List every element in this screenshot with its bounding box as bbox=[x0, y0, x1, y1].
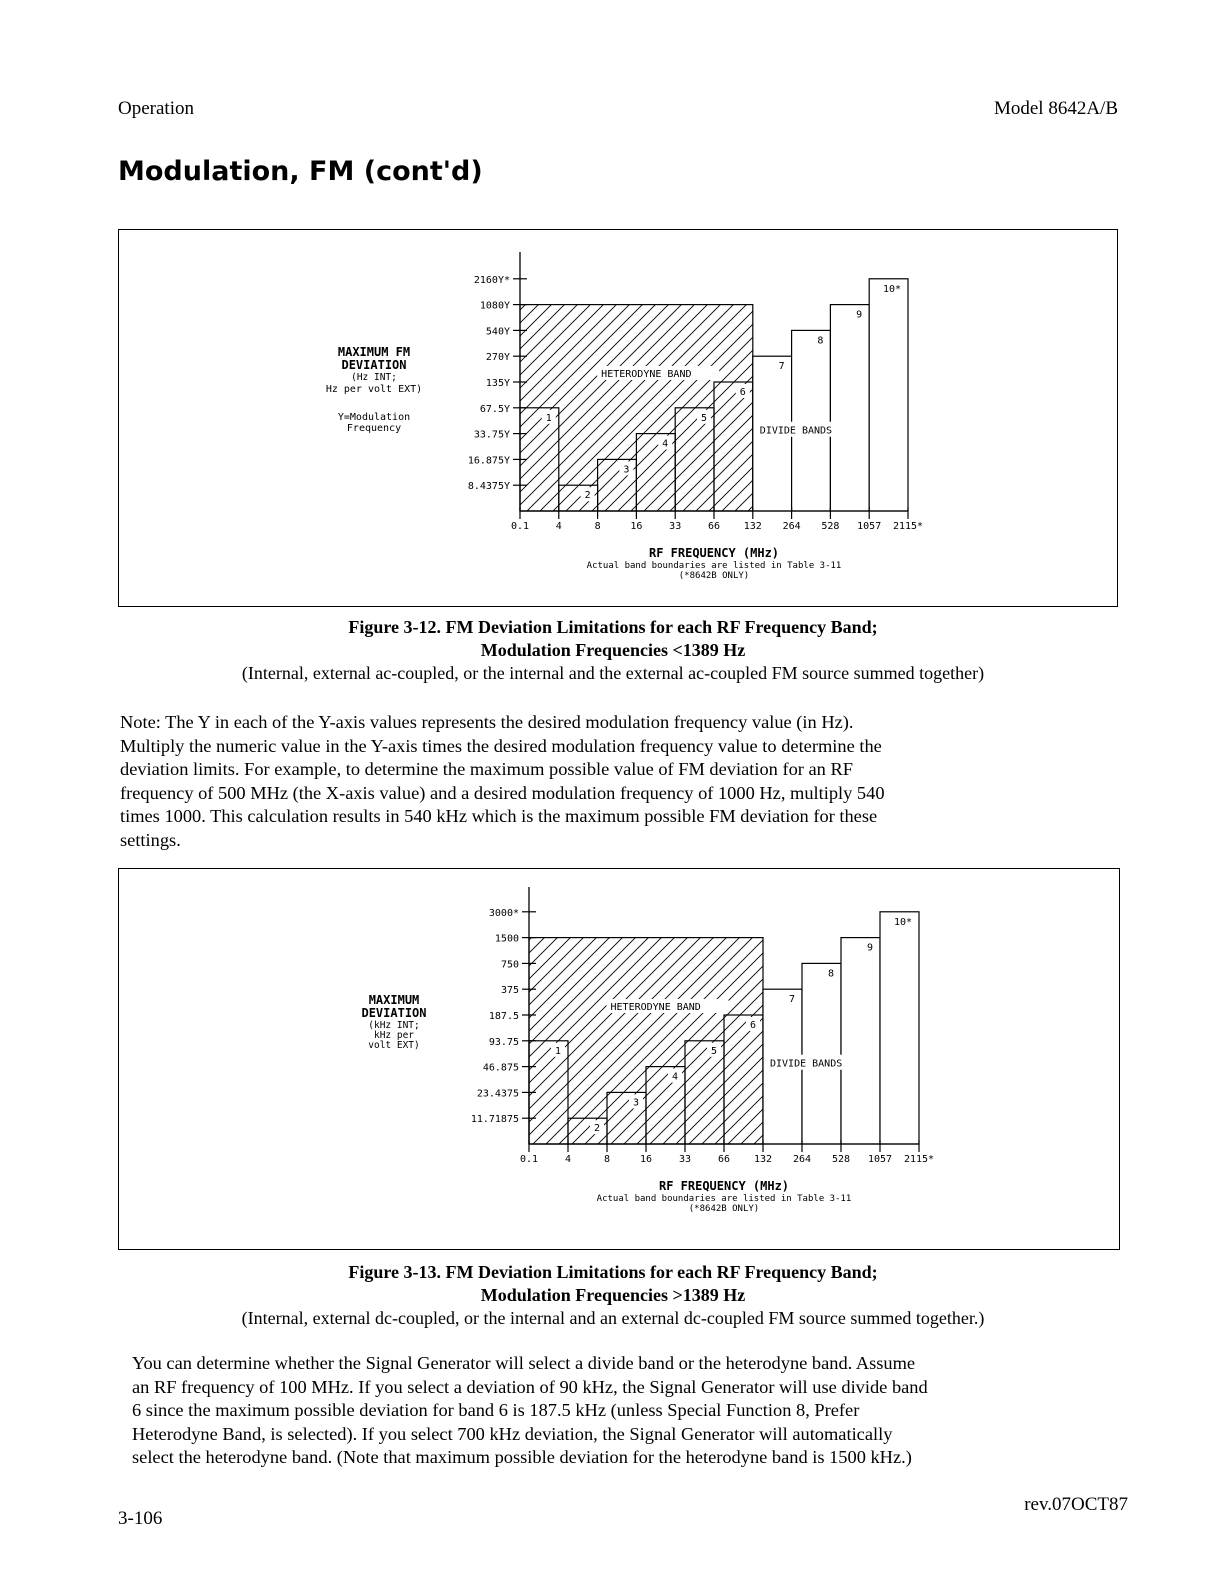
body-line: You can determine whether the Signal Generator will select a divide band or the heterodyne band. Assume bbox=[132, 1353, 916, 1373]
figure-3-13-caption-subtitle: Modulation Frequencies >1389 Hz bbox=[480, 1285, 746, 1305]
x-tick-label: 66 bbox=[717, 1154, 731, 1165]
band-bar bbox=[830, 305, 869, 511]
x-tick-label: 1057 bbox=[867, 1154, 893, 1165]
y-axis-label: Hz per volt EXT) bbox=[325, 384, 423, 395]
band-label: 2 bbox=[593, 1123, 601, 1135]
y-tick-label: 2160Y* bbox=[473, 274, 510, 286]
x-tick-label: 264 bbox=[782, 521, 801, 532]
x-tick-label: 1057 bbox=[857, 521, 882, 532]
divide-bands-label: DIVIDE BANDS bbox=[759, 425, 833, 437]
x-tick-label: 132 bbox=[753, 1154, 773, 1165]
y-tick-label: 135Y bbox=[485, 378, 510, 389]
note-line: settings. bbox=[120, 829, 181, 850]
y-tick-label: 3000* bbox=[488, 907, 519, 919]
x-axis-note: (*8642B ONLY) bbox=[688, 1204, 760, 1214]
figure-3-13-chart bbox=[119, 869, 1119, 1249]
band-label: 6 bbox=[739, 387, 746, 398]
band-label: 5 bbox=[710, 1045, 718, 1057]
figure-3-12-chart bbox=[119, 230, 1117, 606]
y-tick-label: 11.71875 bbox=[470, 1114, 519, 1126]
y-axis-label: DEVIATION bbox=[361, 1006, 427, 1020]
x-axis-label: RF FREQUENCY (MHz) bbox=[648, 546, 780, 560]
x-tick-label: 33 bbox=[669, 521, 682, 532]
band-label: 10* bbox=[882, 283, 902, 295]
figure-3-12-box bbox=[118, 229, 1118, 607]
note-paragraph bbox=[120, 711, 885, 853]
band-label: 10* bbox=[893, 916, 913, 928]
band-label: 3 bbox=[632, 1097, 640, 1109]
figure-3-13-caption-title: Figure 3-13. FM Deviation Limitations for each RF Frequency Band; bbox=[348, 1262, 878, 1282]
y-axis-label: (kHz INT; bbox=[368, 1020, 420, 1031]
x-tick-label: 8 bbox=[603, 1154, 611, 1165]
band-label: 8 bbox=[827, 968, 835, 980]
note-line: Multiply the numeric value in the Y-axis times the desired modulation frequency value to determine the bbox=[120, 735, 882, 756]
heterodyne-band-label: HETERODYNE BAND bbox=[601, 368, 692, 380]
x-tick-label: 16 bbox=[630, 521, 643, 532]
y-tick-label: 8.4375Y bbox=[467, 481, 510, 493]
x-axis-note: (*8642B ONLY) bbox=[678, 571, 750, 581]
note-line: deviation limits. For example, to determine the maximum possible value of FM deviation for an RF bbox=[120, 759, 853, 780]
body-paragraph bbox=[132, 1352, 928, 1470]
band-label: 7 bbox=[778, 361, 785, 373]
x-tick-label: 2115* bbox=[903, 1154, 935, 1165]
section-title: Modulation, FM (cont'd) bbox=[118, 156, 483, 187]
y-tick-label: 375 bbox=[500, 985, 519, 997]
note-line: Note: The Y in each of the Y-axis values represents the desired modulation frequency value (in Hz). bbox=[120, 712, 854, 732]
y-axis-label: (Hz INT; bbox=[351, 372, 397, 383]
heterodyne-band-label: HETERODYNE BAND bbox=[610, 1001, 701, 1013]
band-bar bbox=[802, 963, 841, 1144]
band-label: 8 bbox=[817, 335, 824, 347]
y-tick-label: 16.875Y bbox=[467, 455, 510, 467]
body-line: Heterodyne Band, is selected). If you select 700 kHz deviation, the Signal Generator will automatically bbox=[132, 1423, 893, 1444]
band-label: 4 bbox=[662, 438, 669, 450]
revision-date: rev.07OCT87 bbox=[1024, 1494, 1128, 1515]
band-label: 9 bbox=[866, 942, 874, 954]
band-label: 6 bbox=[749, 1020, 757, 1031]
note-line: times 1000. This calculation results in 540 kHz which is the maximum possible FM deviation for these bbox=[120, 806, 878, 827]
divide-bands-label: DIVIDE BANDS bbox=[770, 1058, 843, 1070]
x-tick-label: 528 bbox=[821, 521, 840, 532]
header-right: Model 8642A/B bbox=[993, 98, 1118, 119]
x-tick-label: 264 bbox=[792, 1154, 812, 1165]
y-tick-label: 1500 bbox=[494, 933, 519, 945]
x-tick-label: 8 bbox=[594, 521, 601, 532]
y-tick-label: 750 bbox=[500, 959, 519, 971]
y-tick-label: 93.75 bbox=[488, 1036, 519, 1048]
band-label: 3 bbox=[623, 464, 630, 476]
figure-3-13-box bbox=[118, 868, 1120, 1250]
y-tick-label: 187.5 bbox=[488, 1011, 519, 1022]
y-tick-label: 270Y bbox=[485, 352, 510, 364]
band-label: 1 bbox=[554, 1045, 562, 1057]
y-tick-label: 67.5Y bbox=[479, 403, 510, 415]
body-line: select the heterodyne band. (Note that maximum possible deviation for the heterodyne band is 1500 kHz.) bbox=[132, 1447, 912, 1468]
y-axis-label: volt EXT) bbox=[368, 1040, 420, 1051]
y-tick-label: 33.75Y bbox=[473, 429, 510, 441]
y-tick-label: 23.4375 bbox=[476, 1088, 519, 1100]
body-line: 6 since the maximum possible deviation for band 6 is 187.5 kHz (unless Special Function 8, Prefer bbox=[132, 1400, 860, 1421]
y-axis-note: Y=Modulation bbox=[337, 412, 411, 423]
y-axis-label: MAXIMUM bbox=[368, 993, 420, 1007]
y-tick-label: 1080Y bbox=[479, 300, 510, 312]
y-tick-label: 540Y bbox=[485, 326, 510, 338]
band-label: 4 bbox=[671, 1071, 679, 1083]
figure-3-12-caption bbox=[118, 616, 1108, 685]
band-bar bbox=[880, 912, 919, 1144]
x-tick-label: 33 bbox=[678, 1154, 692, 1165]
y-axis-note: Frequency bbox=[346, 423, 402, 434]
band-label: 5 bbox=[700, 412, 708, 424]
x-tick-label: 4 bbox=[564, 1154, 572, 1165]
header-left: Operation bbox=[118, 98, 194, 119]
x-tick-label: 66 bbox=[707, 521, 721, 532]
x-axis-note: Actual band boundaries are listed in Table 3-11 bbox=[586, 561, 842, 571]
x-tick-label: 2115* bbox=[892, 521, 924, 532]
y-axis-label: kHz per bbox=[373, 1030, 415, 1041]
y-axis-label: DEVIATION bbox=[341, 358, 407, 372]
x-tick-label: 0.1 bbox=[519, 1154, 539, 1165]
y-axis-label: MAXIMUM FM bbox=[337, 345, 411, 359]
x-tick-label: 16 bbox=[639, 1154, 653, 1165]
figure-3-12-caption-title: Figure 3-12. FM Deviation Limitations for each RF Frequency Band; bbox=[348, 617, 878, 637]
figure-3-13-caption bbox=[118, 1261, 1108, 1330]
x-tick-label: 528 bbox=[831, 1154, 851, 1165]
band-label: 9 bbox=[856, 309, 863, 321]
note-line: frequency of 500 MHz (the X-axis value) and a desired modulation frequency of 1000 Hz, multiply 540 bbox=[120, 782, 885, 803]
x-axis-label: RF FREQUENCY (MHz) bbox=[658, 1179, 790, 1193]
band-bar bbox=[869, 279, 908, 511]
page-number: 3-106 bbox=[118, 1508, 163, 1529]
x-tick-label: 0.1 bbox=[510, 521, 530, 532]
x-tick-label: 132 bbox=[743, 521, 762, 532]
body-line: an RF frequency of 100 MHz. If you select a deviation of 90 kHz, the Signal Generator will use divide band bbox=[132, 1376, 928, 1397]
figure-3-12-caption-note: (Internal, external ac-coupled, or the internal and the external ac-coupled FM source summed together) bbox=[241, 663, 985, 683]
band-bar bbox=[841, 938, 880, 1144]
band-label: 1 bbox=[545, 412, 552, 424]
x-axis-note: Actual band boundaries are listed in Table 3-11 bbox=[596, 1194, 852, 1204]
y-tick-label: 46.875 bbox=[482, 1062, 519, 1074]
x-tick-label: 4 bbox=[555, 521, 562, 532]
band-label: 7 bbox=[788, 994, 796, 1006]
band-label: 2 bbox=[584, 490, 591, 502]
figure-3-13-caption-note: (Internal, external dc-coupled, or the internal and an external dc-coupled FM source summed together.) bbox=[241, 1308, 985, 1328]
figure-3-12-caption-subtitle: Modulation Frequencies <1389 Hz bbox=[480, 640, 746, 660]
band-bar bbox=[792, 330, 831, 511]
